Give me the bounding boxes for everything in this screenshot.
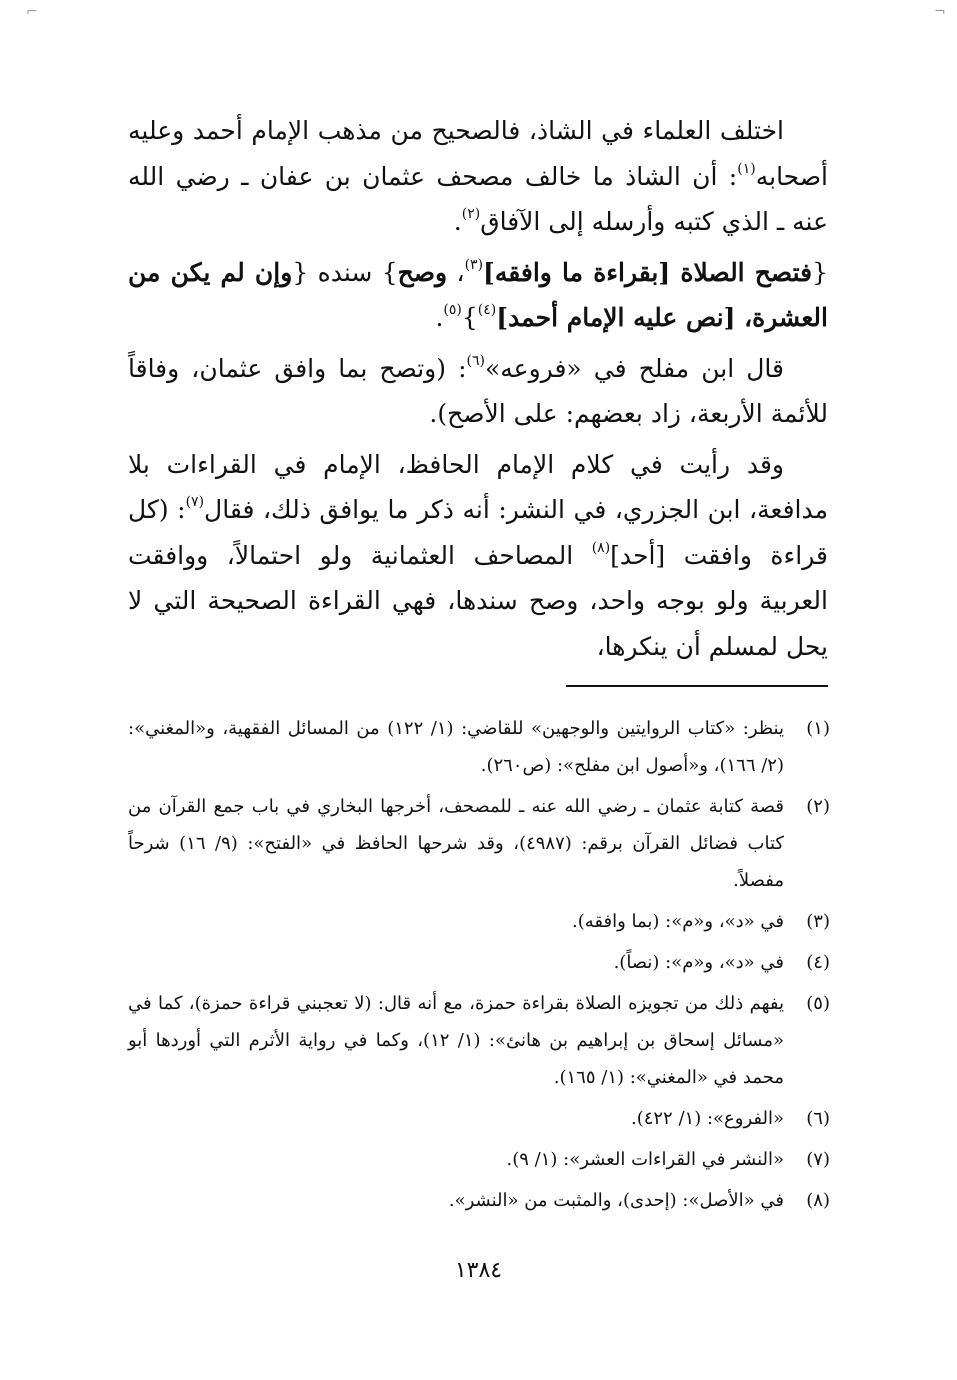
footnote-number: (٥) <box>806 993 830 1014</box>
paragraph-3-text-b: : (وتصح بما وافق عثمان، وفاقاً للأئمة الأربعة، زاد بعضهم: على الأصح). <box>128 353 828 428</box>
paragraph-4 <box>128 442 828 670</box>
footnote-ref-3: (٣) <box>464 256 484 273</box>
footnote-item <box>128 944 830 981</box>
page-number: ١٣٨٤ <box>454 1258 503 1283</box>
footnote-item <box>128 1182 830 1219</box>
footnote-text: في «د»، و«م»: (بما وافقه). <box>572 911 784 932</box>
paragraph-1-text-b: : أن الشاذ ما خالف مصحف عثمان بن عفان ـ رضي الله عنه ـ الذي كتبه وأرسله إلى الآفاق <box>128 161 828 236</box>
footnote-ref-1: (١) <box>737 160 756 177</box>
footnote-text: «النشر في القراءات العشر»: (١/ ٩). <box>506 1149 784 1170</box>
footnote-text: في «الأصل»: (إحدى)، والمثبت من «النشر». <box>448 1190 784 1211</box>
paragraph-1-text-c: . <box>453 207 462 236</box>
paragraph-2-bold-b: وصح <box>397 257 448 287</box>
footnote-number: (١) <box>806 718 830 739</box>
footnote-separator-rule <box>566 685 828 687</box>
corner-crop-mark-right: ¬ <box>934 4 946 20</box>
paragraph-3-text-a: قال ابن مفلح في «فروعه» <box>484 353 784 383</box>
footnote-text: يفهم ذلك من تجويزه الصلاة بقراءة حمزة، مع أنه قال: (لا تعجبني قراءة حمزة)، كما في «مسائل إسحاق بن إبراهيم بن هانئ»: (١/ ١٢)، وكما في رواية الأثرم التي أوردها أبو محمد في «المغني»: (١/ ١٦٥). <box>128 993 784 1088</box>
footnote-number: (٤) <box>806 952 830 973</box>
paragraph-2-text-a: { <box>812 257 828 287</box>
footnote-item <box>128 903 830 940</box>
footnotes-section <box>128 710 830 1223</box>
paragraph-1-text-a: اختلف العلماء في الشاذ، فالصحيح من مذهب الإمام أحمد وعليه أصحابه <box>128 116 828 191</box>
footnote-number: (٢) <box>806 796 830 817</box>
footnote-number: (٨) <box>806 1190 830 1211</box>
footnote-ref-6: (٦) <box>466 352 485 369</box>
paragraph-4-text-c: المصاحف العثمانية ولو احتمالاً، ووافقت العربية ولو بوجه واحد، وصح سندها، فهي القراءة الصحيحة التي لا يحل لمسلم أن ينكرها، <box>128 540 828 661</box>
footnote-item <box>128 1141 830 1178</box>
paragraph-2-bold-a: فتصح الصلاة [بقراءة ما وافقه] <box>483 257 813 287</box>
footnote-number: (٣) <box>806 911 830 932</box>
footnote-number: (٦) <box>806 1108 830 1129</box>
paragraph-4-text-b: : (كل قراءة وافقت [أحد] <box>128 495 828 570</box>
footnote-text: ينظر: «كتاب الروايتين والوجهين» للقاضي: (١/ ١٢٢) من المسائل الفقهية، و«المغني»: (٢/ ١٦٦)، و«أصول ابن مفلح»: (ص٢٦٠). <box>128 718 784 776</box>
footnote-ref-7: (٧) <box>185 494 205 510</box>
footnote-item <box>128 1100 830 1137</box>
footnote-item <box>128 788 830 899</box>
footnote-text: «الفروع»: (١/ ٤٢٢). <box>630 1108 784 1129</box>
paragraph-2 <box>128 250 828 341</box>
paragraph-3 <box>128 346 828 437</box>
footnote-text: في «د»، و«م»: (نصاً). <box>613 952 784 973</box>
footnote-text: قصة كتابة عثمان ـ رضي الله عنه ـ للمصحف، أخرجها البخاري في باب جمع القرآن من كتاب فضائل القرآن برقم: (٤٩٨٧)، وقد شرحها الحافظ في «الفتح»: (٩/ ١٦) شرحاً مفصلاً. <box>128 796 784 891</box>
footnote-ref-5: (٥) <box>443 302 462 318</box>
footnote-number: (٧) <box>806 1149 830 1170</box>
paragraph-4-text-a: وقد رأيت في كلام الإمام الحافظ، الإمام في القراءات بلا مدافعة، ابن الجزري، في النشر: أنه ذكر ما يوافق ذلك، فقال <box>128 449 828 524</box>
paragraph-2-text-d: } <box>461 303 478 332</box>
footnote-item <box>128 985 830 1096</box>
paragraph-2-text-c: } سنده { <box>292 257 398 287</box>
paragraph-2-text-b: ، <box>447 257 465 287</box>
footnote-item <box>128 710 830 784</box>
paragraph-2-bold-c: وإن لم يكن من العشرة، [نص عليه الإمام أحمد] <box>128 257 828 332</box>
paragraph-2-text-e: . <box>435 303 444 332</box>
paragraph-1 <box>128 108 828 245</box>
corner-crop-mark-left: ⌐ <box>26 4 38 20</box>
footnote-ref-4: (٤) <box>477 302 497 318</box>
main-body-text <box>128 108 828 674</box>
footnote-ref-8: (٨) <box>591 539 611 556</box>
footnote-ref-2: (٢) <box>461 206 481 222</box>
